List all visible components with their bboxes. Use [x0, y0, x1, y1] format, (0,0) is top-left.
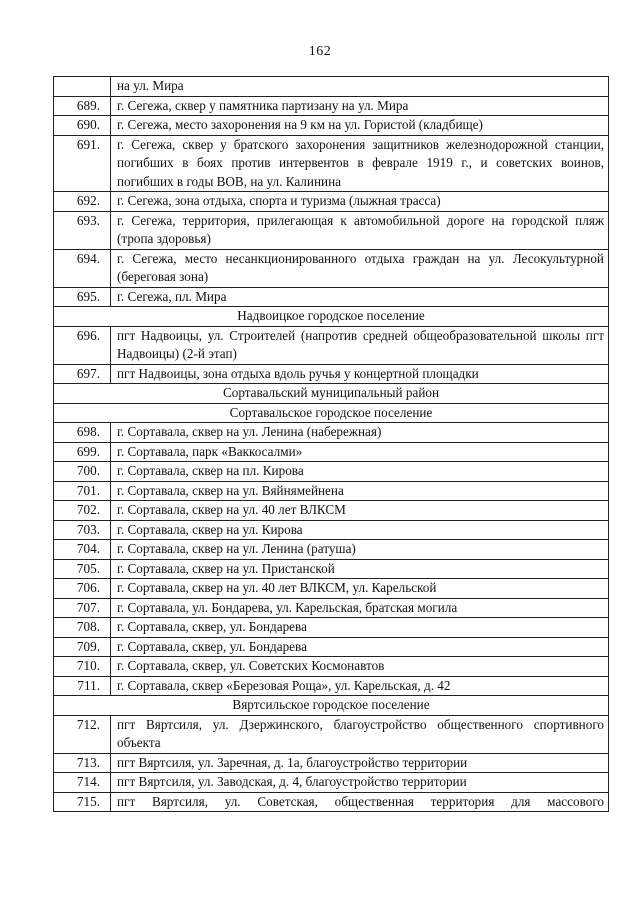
- item-description: г. Сортавала, сквер на ул. 40 лет ВЛКСМ: [111, 501, 609, 521]
- table-row: [54, 540, 609, 560]
- item-number: 709.: [54, 637, 111, 657]
- table-row: [54, 715, 609, 753]
- item-number: 694.: [54, 249, 111, 287]
- table-row: [54, 618, 609, 638]
- section-header-row: [54, 696, 609, 716]
- item-description: г. Сортавала, сквер на ул. 40 лет ВЛКСМ, ул. Карельской: [111, 579, 609, 599]
- item-description: пгт Надвоицы, ул. Строителей (напротив средней общеобразовательной школы пгт Надвоицы) (2-й этап): [111, 326, 609, 364]
- table-row: [54, 520, 609, 540]
- section-header: Сортавальский муниципальный район: [54, 384, 609, 404]
- table-row: [54, 501, 609, 521]
- page-number: 162: [308, 44, 332, 59]
- item-number: 698.: [54, 423, 111, 443]
- item-number: 697.: [54, 364, 111, 384]
- table-row: [54, 249, 609, 287]
- item-description: г. Сортавала, сквер, ул. Советских Космонавтов: [111, 657, 609, 677]
- table-row: [54, 676, 609, 696]
- item-description: г. Сортавала, сквер, ул. Бондарева: [111, 618, 609, 638]
- item-number: 699.: [54, 442, 111, 462]
- table-row: [54, 637, 609, 657]
- section-header-row: [54, 307, 609, 327]
- table-row: [54, 326, 609, 364]
- item-number: 707.: [54, 598, 111, 618]
- item-description: г. Сегежа, место захоронения на 9 км на ул. Гористой (кладбище): [111, 116, 609, 136]
- item-description: г. Сегежа, сквер у братского захоронения защитников железнодорожной станции, погибших в боях против интервентов в феврале 1919 г., и советских воинов, погибших в годы ВОВ, на ул. Калинина: [111, 135, 609, 192]
- table-row: [54, 657, 609, 677]
- table-row: [54, 442, 609, 462]
- item-number: 700.: [54, 462, 111, 482]
- table-row: [54, 192, 609, 212]
- item-number: 710.: [54, 657, 111, 677]
- item-number: 715.: [54, 792, 111, 812]
- item-description: пгт Вяртсиля, ул. Заречная, д. 1а, благоустройство территории: [111, 753, 609, 773]
- item-description: пгт Вяртсиля, ул. Дзержинского, благоустройство общественного спортивного объекта: [111, 715, 609, 753]
- table-row: [54, 792, 609, 812]
- table-row: [54, 287, 609, 307]
- item-number: 713.: [54, 753, 111, 773]
- item-description: г. Сортавала, сквер, ул. Бондарева: [111, 637, 609, 657]
- item-description: г. Сортавала, сквер «Березовая Роща», ул. Карельская, д. 42: [111, 676, 609, 696]
- item-number: 693.: [54, 211, 111, 249]
- item-description: г. Сегежа, зона отдыха, спорта и туризма (лыжная трасса): [111, 192, 609, 212]
- item-description: г. Сортавала, сквер на ул. Пристанской: [111, 559, 609, 579]
- item-description: г. Сортавала, ул. Бондарева, ул. Карельская, братская могила: [111, 598, 609, 618]
- table-row: [54, 211, 609, 249]
- item-description: г. Сортавала, сквер на пл. Кирова: [111, 462, 609, 482]
- item-description: г. Сортавала, сквер на ул. Ленина (ратуша): [111, 540, 609, 560]
- table-row: [54, 96, 609, 116]
- item-number: 711.: [54, 676, 111, 696]
- section-header-row: [54, 403, 609, 423]
- table-row: [54, 481, 609, 501]
- table-row: [54, 773, 609, 793]
- item-number: 695.: [54, 287, 111, 307]
- item-number: 701.: [54, 481, 111, 501]
- item-number: 714.: [54, 773, 111, 793]
- item-description: г. Сортавала, парк «Ваккосалми»: [111, 442, 609, 462]
- item-number: 689.: [54, 96, 111, 116]
- table-row: [54, 598, 609, 618]
- item-number: 706.: [54, 579, 111, 599]
- table-row: [54, 423, 609, 443]
- item-number: 702.: [54, 501, 111, 521]
- item-description: г. Сегежа, место несанкционированного отдыха граждан на ул. Лесокультурной (береговая зона): [111, 249, 609, 287]
- item-number: 692.: [54, 192, 111, 212]
- item-description: г. Сортавала, сквер на ул. Кирова: [111, 520, 609, 540]
- item-description: г. Сегежа, сквер у памятника партизану на ул. Мира: [111, 96, 609, 116]
- item-description: пгт Вяртсиля, ул. Заводская, д. 4, благоустройство территории: [111, 773, 609, 793]
- item-number: 708.: [54, 618, 111, 638]
- table-row: [54, 579, 609, 599]
- section-header: Сортавальское городское поселение: [54, 403, 609, 423]
- item-number: 703.: [54, 520, 111, 540]
- item-description: г. Сегежа, пл. Мира: [111, 287, 609, 307]
- item-description: г. Сортавала, сквер на ул. Ленина (набережная): [111, 423, 609, 443]
- section-header: Вяртсильское городское поселение: [54, 696, 609, 716]
- item-number: 696.: [54, 326, 111, 364]
- item-description: пгт Вяртсиля, ул. Советская, общественная территория для массового: [111, 792, 609, 812]
- table-row: [54, 462, 609, 482]
- item-number: [54, 77, 111, 97]
- item-number: 690.: [54, 116, 111, 136]
- item-number: 705.: [54, 559, 111, 579]
- table-row: [54, 77, 609, 97]
- item-number: 704.: [54, 540, 111, 560]
- table-row: [54, 364, 609, 384]
- item-description: г. Сегежа, территория, прилегающая к автомобильной дороге на городской пляж (тропа здоровья): [111, 211, 609, 249]
- item-description: пгт Надвоицы, зона отдыха вдоль ручья у концертной площадки: [111, 364, 609, 384]
- item-number: 712.: [54, 715, 111, 753]
- section-header: Надвоицкое городское поселение: [54, 307, 609, 327]
- section-header-row: [54, 384, 609, 404]
- table-row: [54, 116, 609, 136]
- places-table: [53, 76, 609, 812]
- table-row: [54, 559, 609, 579]
- item-number: 691.: [54, 135, 111, 192]
- places-table-body: [54, 77, 609, 812]
- item-description: на ул. Мира: [111, 77, 609, 97]
- table-row: [54, 135, 609, 192]
- table-row: [54, 753, 609, 773]
- item-description: г. Сортавала, сквер на ул. Вяйнямейнена: [111, 481, 609, 501]
